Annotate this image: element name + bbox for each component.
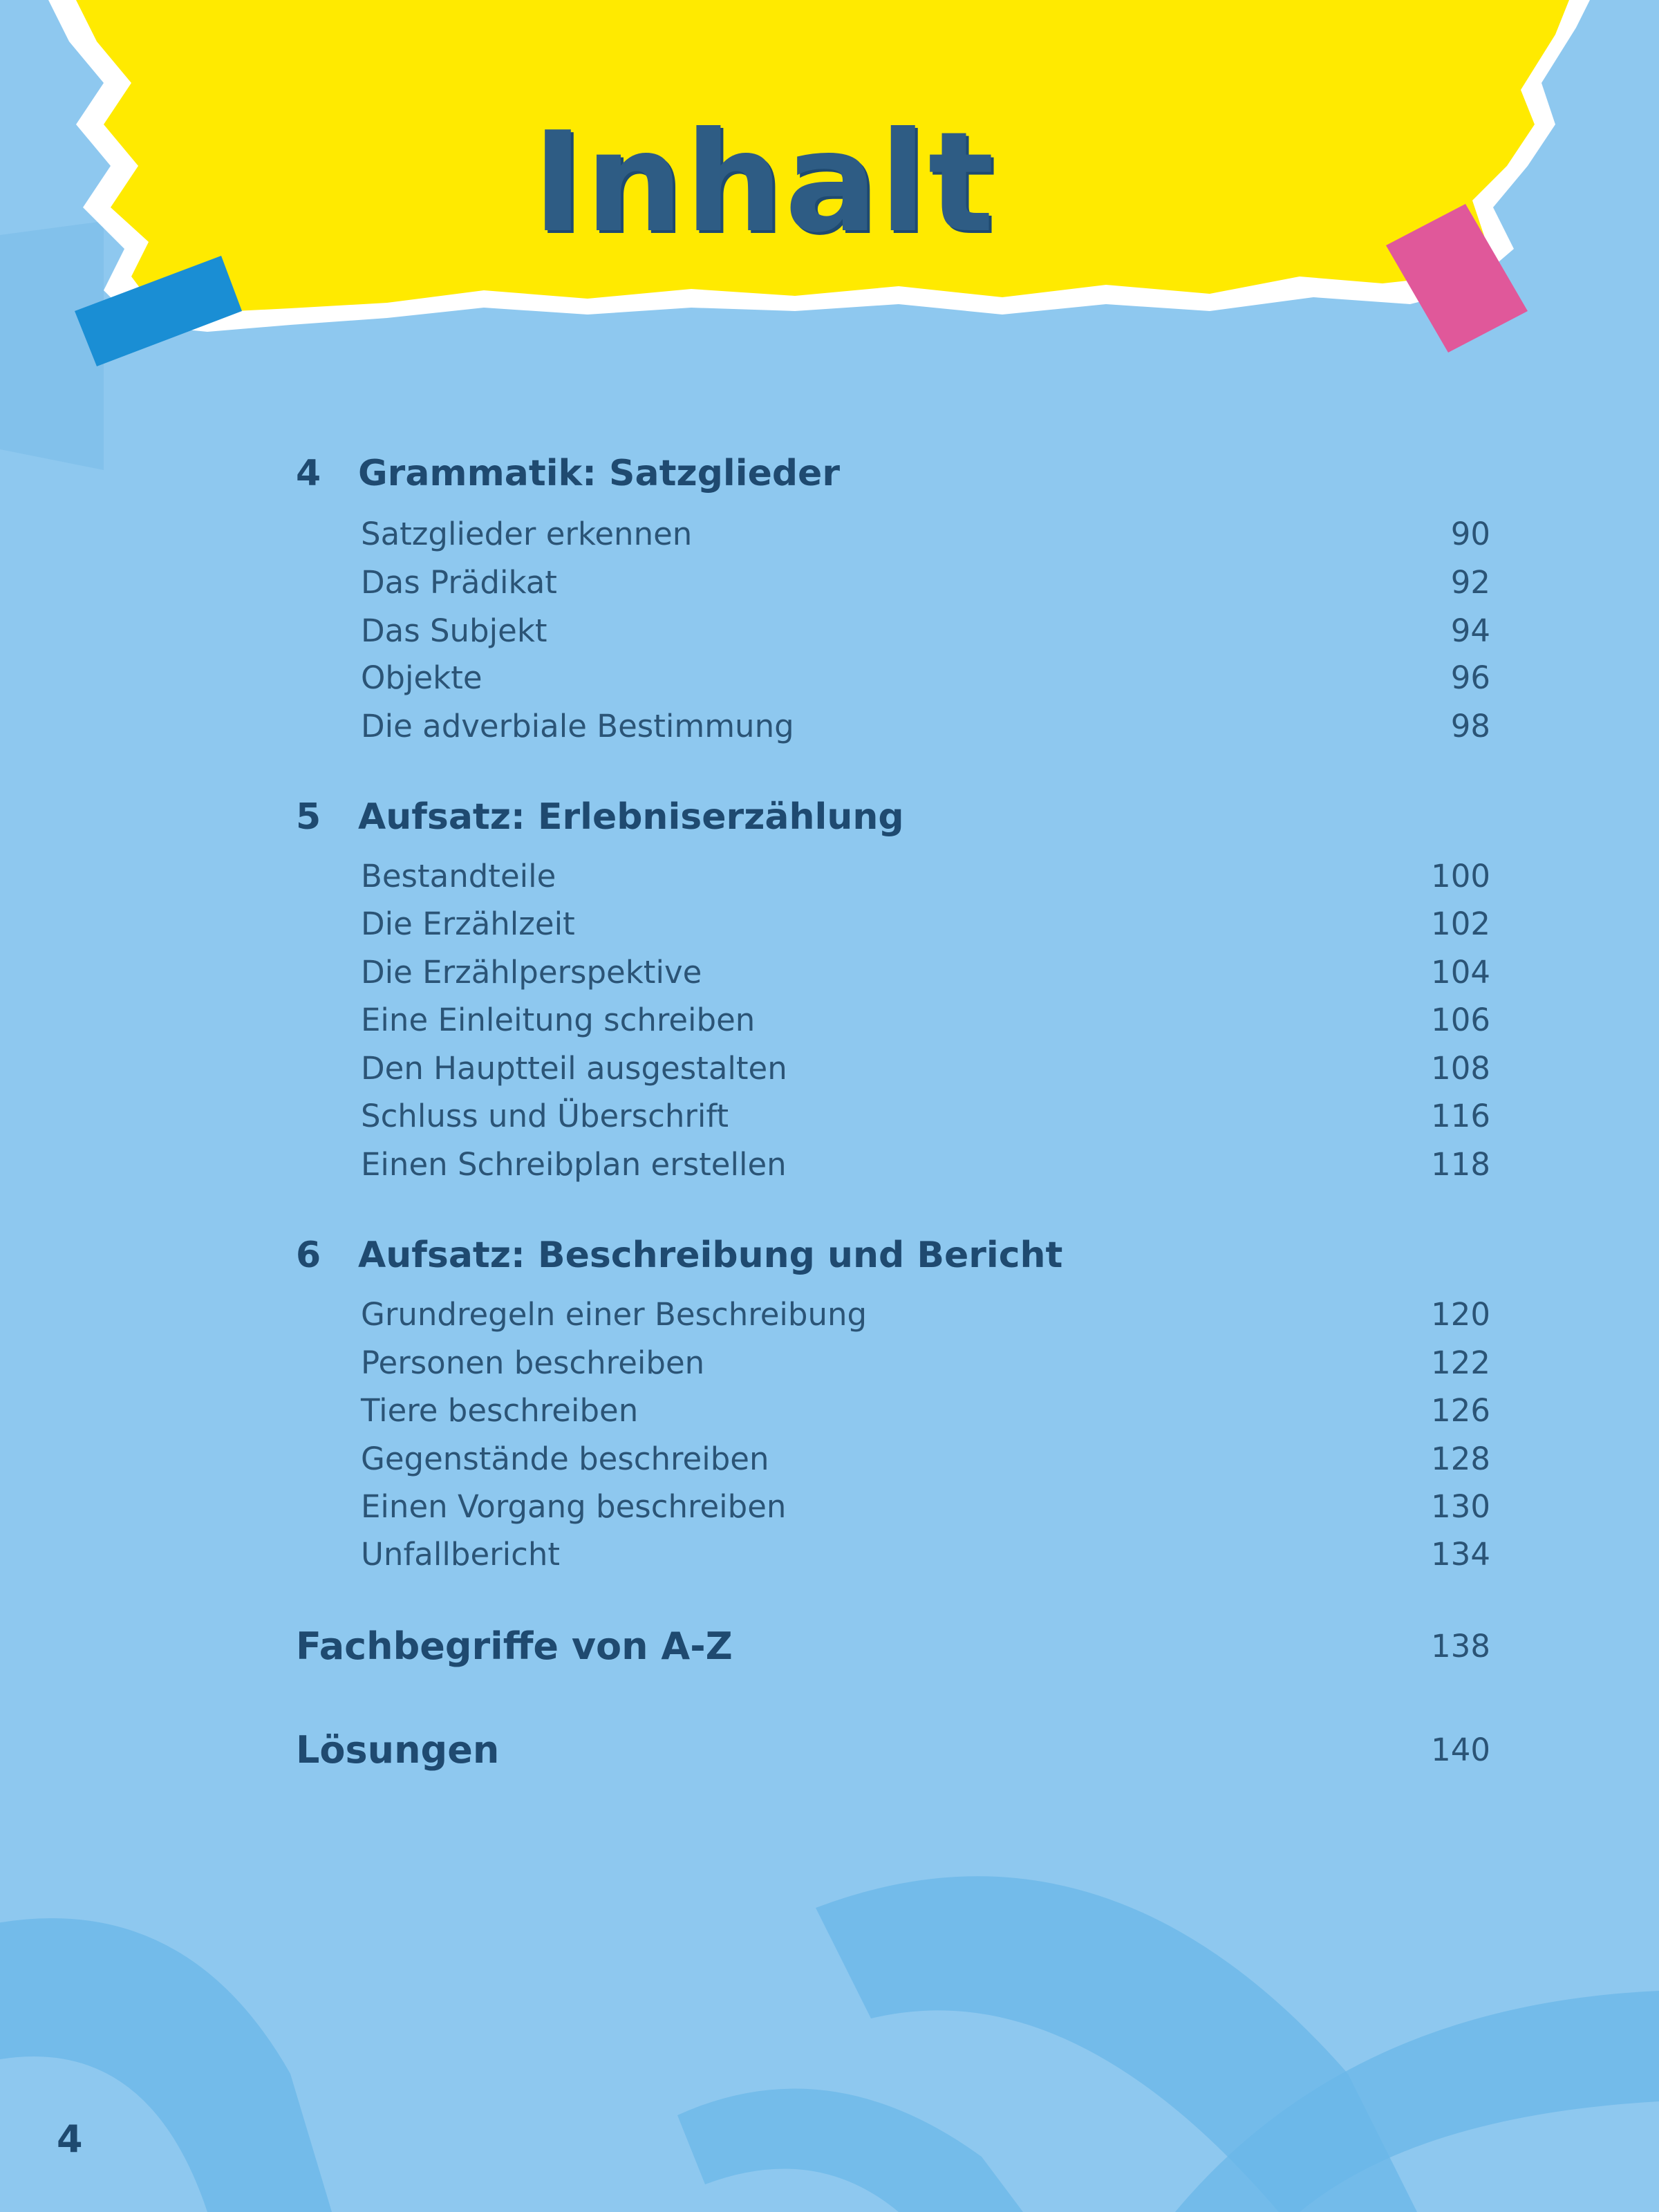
entry-label: Einen Vorgang beschreiben	[361, 1488, 787, 1525]
entry-page: 98	[1450, 708, 1490, 744]
entry-page: 122	[1431, 1344, 1490, 1381]
entry-label: Objekte	[361, 659, 482, 696]
entry-label: Satzglieder erkennen	[361, 516, 693, 552]
entry-page: 126	[1431, 1392, 1490, 1429]
entry-label: Eine Einleitung schreiben	[361, 1002, 756, 1038]
section-heading-4[interactable]	[296, 446, 1471, 501]
entry-label: Die adverbiale Bestimmung	[361, 708, 794, 744]
entry-page: 90	[1450, 516, 1490, 552]
entry-label: Unfallbericht	[361, 1536, 561, 1573]
entry-page: 138	[1431, 1628, 1490, 1665]
toc-entry[interactable]	[361, 607, 1490, 655]
entry-label: Die Erzählperspektive	[361, 954, 702, 991]
entry-label: Das Subjekt	[361, 612, 547, 649]
section-title: Grammatik: Satzglieder	[358, 453, 840, 494]
entry-label: Tiere beschreiben	[361, 1392, 639, 1429]
entry-label: Den Hauptteil ausgestalten	[361, 1050, 787, 1087]
section-heading-6[interactable]	[296, 1228, 1471, 1283]
section-heading-5[interactable]	[296, 789, 1471, 845]
toc-entry[interactable]	[361, 1291, 1490, 1339]
page-title: Inhalt	[532, 102, 996, 263]
section-number: 5	[296, 796, 321, 838]
section-title: Aufsatz: Erlebniserzählung	[358, 796, 904, 838]
entry-page: 140	[1431, 1732, 1490, 1768]
entry-page: 94	[1450, 612, 1490, 649]
entry-page: 102	[1431, 906, 1490, 942]
toc-entry[interactable]	[361, 1339, 1490, 1387]
entry-label: Gegenstände beschreiben	[361, 1441, 769, 1477]
section-title: Aufsatz: Beschreibung und Bericht	[358, 1235, 1063, 1276]
entry-page: 120	[1431, 1296, 1490, 1333]
entry-page: 96	[1450, 659, 1490, 696]
entry-label: Fachbegriffe von A-Z	[296, 1624, 733, 1668]
toc-entry[interactable]	[361, 654, 1490, 702]
entry-page: 118	[1431, 1146, 1490, 1183]
toc-entry[interactable]	[361, 948, 1490, 997]
entry-label: Bestandteile	[361, 858, 556, 894]
toc-entry[interactable]	[361, 559, 1490, 607]
toc-entry[interactable]	[361, 1141, 1490, 1189]
entry-page: 108	[1431, 1050, 1490, 1087]
entry-page: 104	[1431, 954, 1490, 991]
entry-label: Lösungen	[296, 1728, 500, 1772]
toc-entry[interactable]	[361, 996, 1490, 1044]
toc-entry[interactable]	[361, 1435, 1490, 1483]
entry-page: 116	[1431, 1098, 1490, 1134]
entry-label: Personen beschreiben	[361, 1344, 705, 1381]
toc-entry[interactable]	[361, 702, 1490, 751]
toc-entry[interactable]	[361, 1530, 1490, 1579]
entry-page: 130	[1431, 1488, 1490, 1525]
entry-label: Schluss und Überschrift	[361, 1098, 729, 1134]
page-number: 4	[57, 2117, 83, 2161]
entry-label: Die Erzählzeit	[361, 906, 575, 942]
entry-page: 106	[1431, 1002, 1490, 1038]
section-number: 6	[296, 1235, 321, 1276]
toc-entry[interactable]	[361, 1044, 1490, 1093]
toc-entry[interactable]	[361, 1092, 1490, 1141]
toc-entry[interactable]	[361, 1483, 1490, 1531]
toc-entry-loesungen[interactable]	[296, 1721, 1490, 1779]
entry-page: 100	[1431, 858, 1490, 894]
entry-page: 92	[1450, 564, 1490, 601]
toc-entry[interactable]	[361, 510, 1490, 559]
entry-page: 128	[1431, 1441, 1490, 1477]
entry-label: Das Prädikat	[361, 564, 557, 601]
toc-entry-fachbegriffe[interactable]	[296, 1618, 1490, 1676]
entry-label: Grundregeln einer Beschreibung	[361, 1296, 868, 1333]
toc-entry[interactable]	[361, 900, 1490, 948]
toc-entry[interactable]	[361, 852, 1490, 901]
entry-label: Einen Schreibplan erstellen	[361, 1146, 787, 1183]
entry-page: 134	[1431, 1536, 1490, 1573]
section-number: 4	[296, 453, 321, 494]
toc-entry[interactable]	[361, 1387, 1490, 1435]
